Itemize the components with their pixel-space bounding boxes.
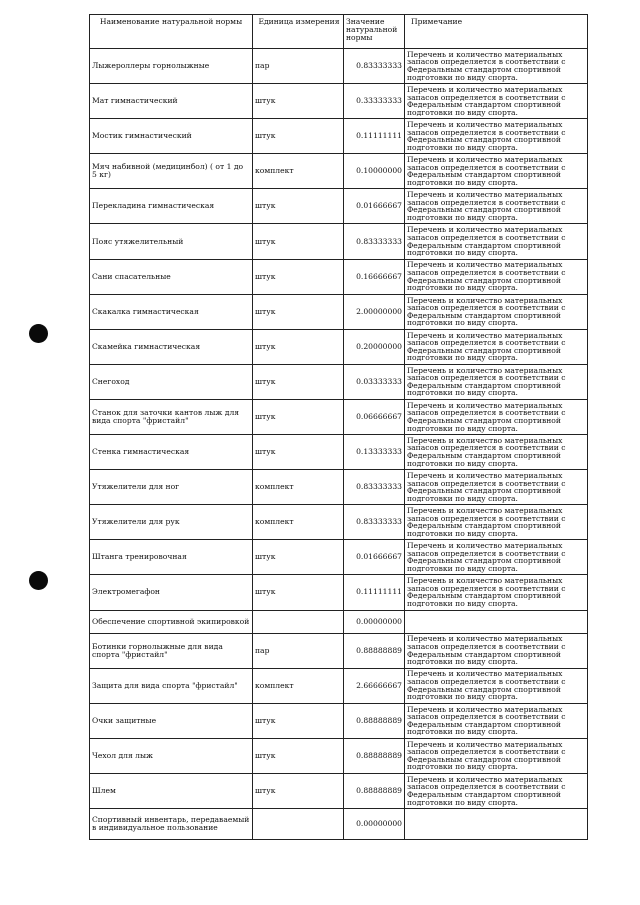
row-note: Перечень и количество материальных запасов определяется в соответствии с Федеральным стандартом спортивной подготовки по виду спорта. [405, 294, 588, 329]
row-unit: штук [253, 294, 344, 329]
row-note: Перечень и количество материальных запасов определяется в соответствии с Федеральным стандартом спортивной подготовки по виду спорта. [405, 540, 588, 575]
table-row [90, 399, 588, 434]
row-unit: штук [253, 259, 344, 294]
row-name: Мяч набивной (медицинбол) ( от 1 до 5 кг) [90, 154, 253, 189]
table-row [90, 119, 588, 154]
row-unit: штук [253, 364, 344, 399]
row-unit [253, 808, 344, 839]
table-row [90, 738, 588, 773]
table-row [90, 703, 588, 738]
row-note: Перечень и количество материальных запасов определяется в соответствии с Федеральным стандартом спортивной подготовки по виду спорта. [405, 84, 588, 119]
row-unit: пар [253, 633, 344, 668]
table-row [90, 808, 588, 839]
row-value: 0.88888889 [344, 703, 405, 738]
row-unit: пар [253, 49, 344, 84]
row-name: Скамейка гимнастическая [90, 329, 253, 364]
row-value: 0.83333333 [344, 224, 405, 259]
row-value: 2.66666667 [344, 668, 405, 703]
row-note: Перечень и количество материальных запасов определяется в соответствии с Федеральным стандартом спортивной подготовки по виду спорта. [405, 703, 588, 738]
header-unit: Единица измерения [253, 15, 344, 49]
row-unit: комплект [253, 505, 344, 540]
header-name: Наименование натуральной нормы [90, 15, 253, 49]
row-unit: комплект [253, 668, 344, 703]
table-row [90, 575, 588, 610]
row-value: 0.88888889 [344, 738, 405, 773]
row-note: Перечень и количество материальных запасов определяется в соответствии с Федеральным стандартом спортивной подготовки по виду спорта. [405, 259, 588, 294]
table-row [90, 633, 588, 668]
row-note: Перечень и количество материальных запасов определяется в соответствии с Федеральным стандартом спортивной подготовки по виду спорта. [405, 119, 588, 154]
row-value: 0.16666667 [344, 259, 405, 294]
row-unit: штук [253, 540, 344, 575]
row-name: Сани спасательные [90, 259, 253, 294]
row-note: Перечень и количество материальных запасов определяется в соответствии с Федеральным стандартом спортивной подготовки по виду спорта. [405, 738, 588, 773]
row-note: Перечень и количество материальных запасов определяется в соответствии с Федеральным стандартом спортивной подготовки по виду спорта. [405, 224, 588, 259]
table-row [90, 773, 588, 808]
row-name: Перекладина гимнастическая [90, 189, 253, 224]
row-value: 0.01666667 [344, 540, 405, 575]
row-note: Перечень и количество материальных запасов определяется в соответствии с Федеральным стандартом спортивной подготовки по виду спорта. [405, 329, 588, 364]
table-row [90, 435, 588, 470]
table-row [90, 154, 588, 189]
table-row [90, 294, 588, 329]
row-note: Перечень и количество материальных запасов определяется в соответствии с Федеральным стандартом спортивной подготовки по виду спорта. [405, 154, 588, 189]
table-body [90, 49, 588, 840]
row-unit: штук [253, 738, 344, 773]
row-unit [253, 610, 344, 633]
row-name: Мостик гимнастический [90, 119, 253, 154]
row-unit: комплект [253, 470, 344, 505]
row-unit: штук [253, 703, 344, 738]
row-name: Мат гимнастический [90, 84, 253, 119]
row-unit: штук [253, 84, 344, 119]
row-name: Обеспечение спортивной экипировкой [90, 610, 253, 633]
header-note: Примечание [405, 15, 588, 49]
row-name: Защита для вида спорта "фристайл" [90, 668, 253, 703]
row-value: 2.00000000 [344, 294, 405, 329]
table-row [90, 540, 588, 575]
row-value: 0.01666667 [344, 189, 405, 224]
row-name: Электромегафон [90, 575, 253, 610]
row-value: 0.88888889 [344, 773, 405, 808]
row-name: Утяжелители для ног [90, 470, 253, 505]
table-row [90, 668, 588, 703]
row-name: Утяжелители для рук [90, 505, 253, 540]
row-value: 0.83333333 [344, 470, 405, 505]
row-unit: штук [253, 329, 344, 364]
table-row [90, 189, 588, 224]
row-note: Перечень и количество материальных запасов определяется в соответствии с Федеральным стандартом спортивной подготовки по виду спорта. [405, 668, 588, 703]
row-unit: штук [253, 435, 344, 470]
row-unit: штук [253, 399, 344, 434]
row-value: 0.00000000 [344, 808, 405, 839]
row-note: Перечень и количество материальных запасов определяется в соответствии с Федеральным стандартом спортивной подготовки по виду спорта. [405, 399, 588, 434]
row-unit: штук [253, 189, 344, 224]
row-value: 0.88888889 [344, 633, 405, 668]
table-row [90, 49, 588, 84]
row-value: 0.11111111 [344, 575, 405, 610]
table-row [90, 259, 588, 294]
row-name: Спортивный инвентарь, передаваемый в индивидуальное пользование [90, 808, 253, 839]
punch-hole-bottom [29, 571, 48, 590]
row-value: 0.03333333 [344, 364, 405, 399]
row-note: Перечень и количество материальных запасов определяется в соответствии с Федеральным стандартом спортивной подготовки по виду спорта. [405, 470, 588, 505]
row-value: 0.06666667 [344, 399, 405, 434]
row-note: Перечень и количество материальных запасов определяется в соответствии с Федеральным стандартом спортивной подготовки по виду спорта. [405, 505, 588, 540]
table-row [90, 364, 588, 399]
row-unit: штук [253, 773, 344, 808]
norms-table [89, 14, 588, 840]
row-value: 0.33333333 [344, 84, 405, 119]
table-row [90, 470, 588, 505]
row-note [405, 808, 588, 839]
table-row [90, 610, 588, 633]
table-header-row [90, 15, 588, 49]
row-name: Очки защитные [90, 703, 253, 738]
row-unit: штук [253, 575, 344, 610]
row-unit: комплект [253, 154, 344, 189]
table-row [90, 505, 588, 540]
row-name: Станок для заточки кантов лыж для вида спорта "фристайл" [90, 399, 253, 434]
table-row [90, 329, 588, 364]
row-note: Перечень и количество материальных запасов определяется в соответствии с Федеральным стандартом спортивной подготовки по виду спорта. [405, 189, 588, 224]
row-note: Перечень и количество материальных запасов определяется в соответствии с Федеральным стандартом спортивной подготовки по виду спорта. [405, 773, 588, 808]
row-value: 0.13333333 [344, 435, 405, 470]
row-note: Перечень и количество материальных запасов определяется в соответствии с Федеральным стандартом спортивной подготовки по виду спорта. [405, 49, 588, 84]
row-name: Ботинки горнолыжные для вида спорта "фристайл" [90, 633, 253, 668]
row-name: Лыжероллеры горнолыжные [90, 49, 253, 84]
row-unit: штук [253, 119, 344, 154]
punch-hole-top [29, 324, 48, 343]
header-value: Значение натуральной нормы [344, 15, 405, 49]
row-value: 0.11111111 [344, 119, 405, 154]
row-name: Чехол для лыж [90, 738, 253, 773]
row-note: Перечень и количество материальных запасов определяется в соответствии с Федеральным стандартом спортивной подготовки по виду спорта. [405, 435, 588, 470]
row-note: Перечень и количество материальных запасов определяется в соответствии с Федеральным стандартом спортивной подготовки по виду спорта. [405, 575, 588, 610]
row-value: 0.20000000 [344, 329, 405, 364]
table-row [90, 224, 588, 259]
row-note [405, 610, 588, 633]
row-value: 0.10000000 [344, 154, 405, 189]
row-value: 0.83333333 [344, 505, 405, 540]
row-name: Пояс утяжелительный [90, 224, 253, 259]
table-row [90, 84, 588, 119]
row-note: Перечень и количество материальных запасов определяется в соответствии с Федеральным стандартом спортивной подготовки по виду спорта. [405, 633, 588, 668]
row-note: Перечень и количество материальных запасов определяется в соответствии с Федеральным стандартом спортивной подготовки по виду спорта. [405, 364, 588, 399]
row-value: 0.83333333 [344, 49, 405, 84]
row-name: Штанга тренировочная [90, 540, 253, 575]
row-unit: штук [253, 224, 344, 259]
row-name: Снегоход [90, 364, 253, 399]
row-name: Стенка гимнастическая [90, 435, 253, 470]
row-name: Шлем [90, 773, 253, 808]
row-name: Скакалка гимнастическая [90, 294, 253, 329]
row-value: 0.00000000 [344, 610, 405, 633]
